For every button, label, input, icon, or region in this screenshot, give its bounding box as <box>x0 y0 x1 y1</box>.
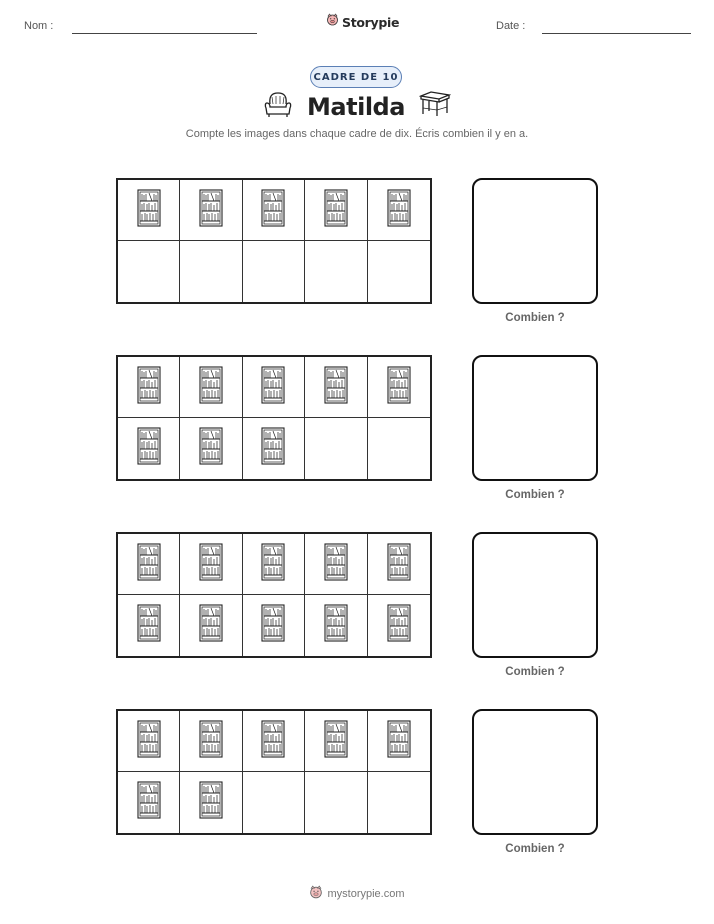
bookshelf-icon <box>324 366 348 409</box>
bookshelf-icon <box>199 189 223 232</box>
frame-cell <box>180 180 242 241</box>
frame-cell <box>368 357 430 418</box>
frame-cell <box>118 711 180 772</box>
frame-cell <box>305 534 367 595</box>
frame-cell <box>368 711 430 772</box>
frame-cell <box>368 595 430 656</box>
ten-frame <box>116 532 432 658</box>
how-many-label: Combien ? <box>505 843 565 855</box>
pig-mascot-icon <box>326 13 339 32</box>
frame-cell <box>118 418 180 479</box>
bookshelf-icon <box>324 189 348 232</box>
frame-cell <box>180 241 242 302</box>
frame-cell <box>305 180 367 241</box>
how-many-label: Combien ? <box>505 489 565 501</box>
frame-cell <box>180 534 242 595</box>
frame-cell <box>368 534 430 595</box>
ten-frame <box>116 355 432 481</box>
how-many-label: Combien ? <box>505 666 565 678</box>
bookshelf-icon <box>387 604 411 647</box>
frame-cell <box>243 241 305 302</box>
title-row <box>0 90 714 123</box>
frame-cell <box>118 772 180 833</box>
ten-frame-exercise-1 <box>116 178 600 338</box>
frame-cell <box>243 711 305 772</box>
answer-box[interactable] <box>472 178 598 304</box>
footer-url: mystorypie.com <box>327 888 405 900</box>
bookshelf-icon <box>261 189 285 232</box>
ten-frame <box>116 178 432 304</box>
bookshelf-icon <box>261 604 285 647</box>
bookshelf-icon <box>199 604 223 647</box>
ten-frame-exercise-3 <box>116 532 600 692</box>
frame-cell <box>118 180 180 241</box>
frame-cell <box>305 418 367 479</box>
bookshelf-icon <box>199 366 223 409</box>
bookshelf-icon <box>199 781 223 824</box>
frame-cell <box>118 595 180 656</box>
frame-cell <box>180 418 242 479</box>
frame-cell <box>305 711 367 772</box>
frame-cell <box>305 772 367 833</box>
frame-cell <box>368 418 430 479</box>
frame-cell <box>243 772 305 833</box>
bookshelf-icon <box>137 189 161 232</box>
armchair-icon <box>263 90 293 123</box>
name-label: Nom : <box>24 20 54 32</box>
bookshelf-icon <box>199 427 223 470</box>
date-label: Date : <box>496 20 526 32</box>
frame-cell <box>118 534 180 595</box>
answer-box[interactable] <box>472 355 598 481</box>
bookshelf-icon <box>137 427 161 470</box>
frame-cell <box>180 772 242 833</box>
frame-cell <box>305 357 367 418</box>
frame-cell <box>180 711 242 772</box>
instructions: Compte les images dans chaque cadre de dix. Écris combien il y en a. <box>185 128 529 140</box>
bookshelf-icon <box>261 366 285 409</box>
bookshelf-icon <box>261 720 285 763</box>
frame-cell <box>305 595 367 656</box>
bookshelf-icon <box>324 720 348 763</box>
bookshelf-icon <box>324 604 348 647</box>
worksheet-type-badge: CADRE DE 10 <box>310 66 402 88</box>
frame-cell <box>368 772 430 833</box>
bookshelf-icon <box>387 189 411 232</box>
frame-cell <box>305 241 367 302</box>
stool-icon <box>419 91 451 122</box>
brand-name: Storypie <box>342 15 400 30</box>
bookshelf-icon <box>137 781 161 824</box>
brand-logo <box>326 13 399 32</box>
answer-box[interactable] <box>472 532 598 658</box>
frame-cell <box>243 180 305 241</box>
frame-cell <box>243 357 305 418</box>
bookshelf-icon <box>137 543 161 586</box>
frame-cell <box>243 595 305 656</box>
bookshelf-icon <box>387 720 411 763</box>
bookshelf-icon <box>387 366 411 409</box>
pig-mascot-icon <box>309 885 323 903</box>
ten-frame <box>116 709 432 835</box>
frame-cell <box>180 357 242 418</box>
bookshelf-icon <box>137 604 161 647</box>
worksheet-title: Matilda <box>307 92 405 121</box>
bookshelf-icon <box>199 543 223 586</box>
date-line[interactable] <box>542 33 691 34</box>
bookshelf-icon <box>137 366 161 409</box>
footer <box>0 885 714 903</box>
frame-cell <box>118 241 180 302</box>
frame-cell <box>243 418 305 479</box>
bookshelf-icon <box>137 720 161 763</box>
frame-cell <box>180 595 242 656</box>
ten-frame-exercise-2 <box>116 355 600 515</box>
bookshelf-icon <box>261 427 285 470</box>
answer-box[interactable] <box>472 709 598 835</box>
frame-cell <box>243 534 305 595</box>
name-line[interactable] <box>72 33 257 34</box>
ten-frame-exercise-4 <box>116 709 600 869</box>
frame-cell <box>118 357 180 418</box>
bookshelf-icon <box>387 543 411 586</box>
bookshelf-icon <box>261 543 285 586</box>
frame-cell <box>368 241 430 302</box>
bookshelf-icon <box>199 720 223 763</box>
how-many-label: Combien ? <box>505 312 565 324</box>
frame-cell <box>368 180 430 241</box>
bookshelf-icon <box>324 543 348 586</box>
